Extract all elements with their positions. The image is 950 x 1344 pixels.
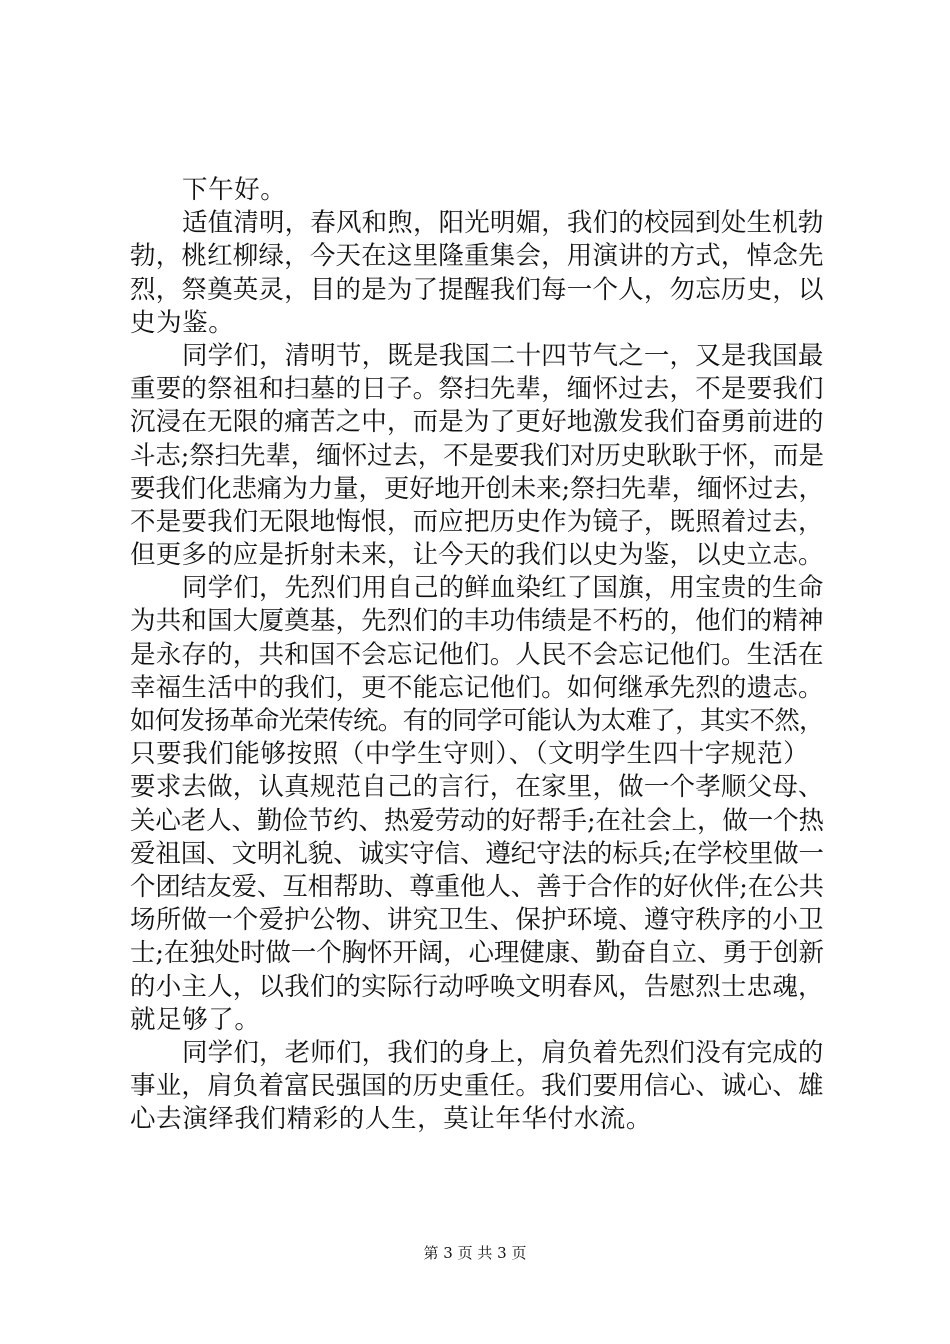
text-line: 沉浸在无限的痛苦之中，而是为了更好地激发我们奋勇前进的 bbox=[130, 407, 824, 438]
text-line: 史为鉴。 bbox=[130, 307, 235, 338]
text-line: 不是要我们无限地悔恨，而应把历史作为镜子，既照着过去， bbox=[130, 506, 824, 537]
text-line: 幸福生活中的我们，更不能忘记他们。如何继承先烈的遗志。 bbox=[130, 672, 824, 703]
text-line: 斗志;祭扫先辈，缅怀过去，不是要我们对历史耿耿于怀，而是 bbox=[130, 440, 824, 471]
text-line: 关心老人、勤俭节约、热爱劳动的好帮手;在社会上，做一个热 bbox=[130, 805, 824, 836]
text-line: 要求去做，认真规范自己的言行，在家里，做一个孝顺父母、 bbox=[130, 772, 824, 803]
text-line: 的小主人，以我们的实际行动呼唤文明春风，告慰烈士忠魂， bbox=[130, 971, 824, 1002]
text-line: 事业，肩负着富民强国的历史重任。我们要用信心、诚心、雄 bbox=[130, 1071, 824, 1102]
text-line: 心去演绎我们精彩的人生，莫让年华付水流。 bbox=[130, 1104, 653, 1135]
text-line: 只要我们能够按照（中学生守则）、（文明学生四十字规范） bbox=[130, 739, 810, 770]
text-line: 同学们，清明节，既是我国二十四节气之一，又是我国最 bbox=[182, 340, 824, 371]
text-line: 如何发扬革命光荣传统。有的同学可能认为太难了，其实不然， bbox=[130, 706, 824, 736]
text-line: 同学们，先烈们用自己的鲜血染红了国旗，用宝贵的生命 bbox=[182, 573, 824, 604]
text-line: 要我们化悲痛为力量，更好地开创未来;祭扫先辈，缅怀过去， bbox=[130, 473, 824, 504]
speech-body bbox=[130, 174, 824, 1136]
text-line: 勃，桃红柳绿，今天在这里隆重集会，用演讲的方式，悼念先 bbox=[130, 241, 824, 272]
text-line: 士;在独处时做一个胸怀开阔，心理健康、勤奋自立、勇于创新 bbox=[130, 938, 824, 969]
text-line: 是永存的，共和国不会忘记他们。人民不会忘记他们。生活在 bbox=[130, 639, 824, 670]
text-line: 同学们，老师们，我们的身上，肩负着先烈们没有完成的 bbox=[182, 1037, 824, 1068]
text-line: 烈，祭奠英灵，目的是为了提醒我们每一个人，勿忘历史，以 bbox=[130, 274, 824, 305]
text-line: 就足够了。 bbox=[130, 1004, 261, 1035]
text-line: 个团结友爱、互相帮助、尊重他人、善于合作的好伙伴;在公共 bbox=[130, 871, 824, 902]
text-line: 为共和国大厦奠基，先烈们的丰功伟绩是不朽的，他们的精神 bbox=[130, 606, 824, 637]
text-line: 场所做一个爱护公物、讲究卫生、保护环境、遵守秩序的小卫 bbox=[130, 905, 824, 936]
text-line: 重要的祭祖和扫墓的日子。祭扫先辈，缅怀过去，不是要我们 bbox=[130, 374, 824, 405]
text-line: 爱祖国、文明礼貌、诚实守信、遵纪守法的标兵;在学校里做一 bbox=[130, 838, 824, 869]
page-footer: 第 3 页 共 3 页 bbox=[423, 1244, 527, 1262]
text-line: 适值清明，春风和煦，阳光明媚，我们的校园到处生机勃 bbox=[182, 208, 824, 239]
text-line: 下午好。 bbox=[182, 175, 287, 205]
text-line: 但更多的应是折射未来，让今天的我们以史为鉴，以史立志。 bbox=[130, 540, 824, 571]
